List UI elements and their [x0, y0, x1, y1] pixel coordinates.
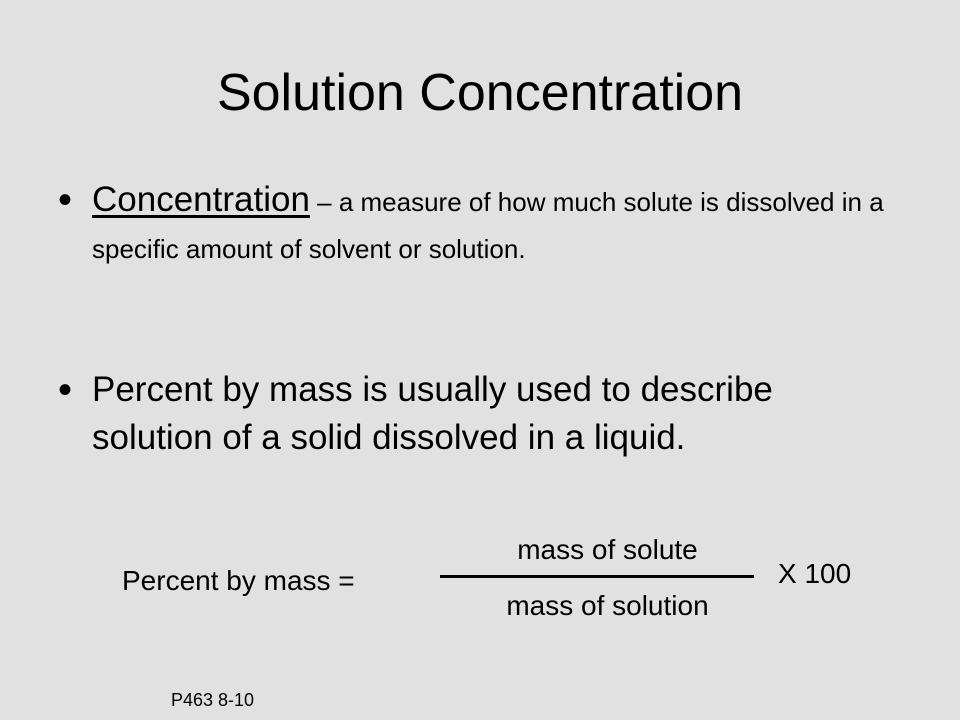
slide-title: Solution Concentration [216, 64, 744, 122]
term-concentration: Concentration [92, 180, 310, 219]
formula-multiplier: X 100 [778, 558, 852, 589]
page-reference: P463 8-10 [171, 690, 255, 710]
bullet-dot: • [58, 368, 73, 412]
term-definition: – a measure of how much solute is dissolved in a specific amount of solvent or solution. [92, 187, 884, 264]
bullet-dot: • [58, 178, 73, 222]
bullet-text: Percent by mass is usually used to describe solution of a solid dissolved in a liquid. [92, 370, 773, 457]
fraction-bar [440, 575, 754, 578]
bullet-percent-by-mass [58, 366, 898, 462]
bullet-concentration [58, 176, 898, 273]
formula-label: Percent by mass = [122, 565, 355, 596]
bullet-text [92, 176, 898, 273]
formula-denominator: mass of solution [506, 590, 709, 621]
formula-numerator: mass of solute [517, 534, 698, 565]
